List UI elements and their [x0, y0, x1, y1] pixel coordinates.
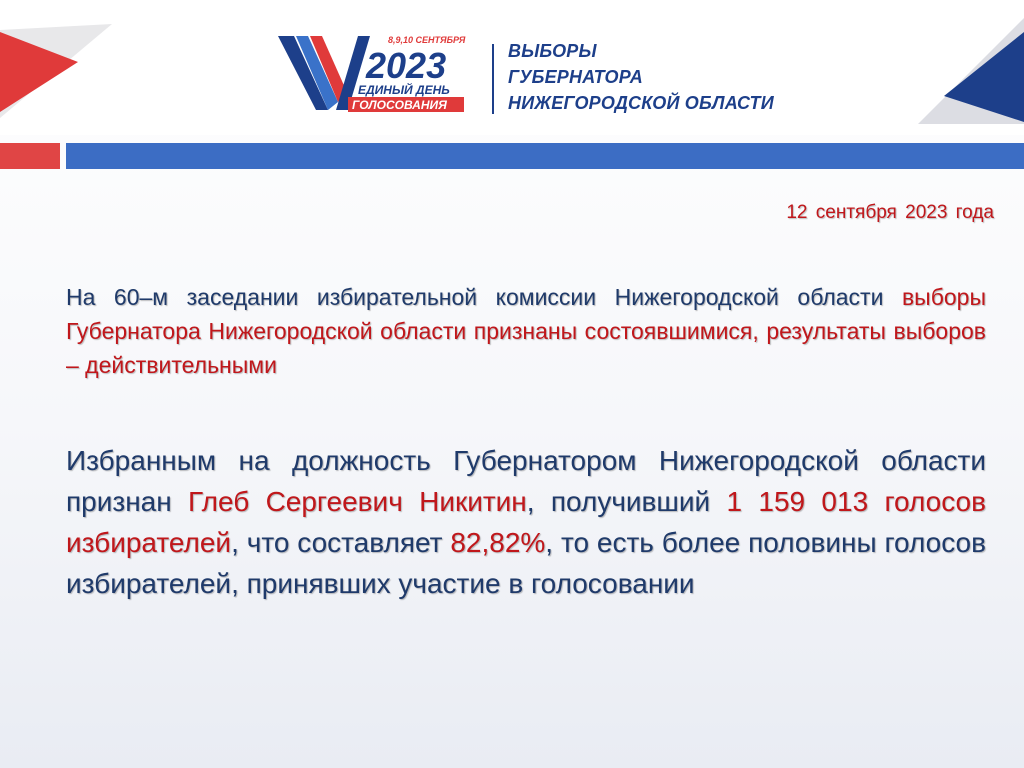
paragraph1-highlight: выборы Губернатора Нижегородской области признаны состоявшимися, результаты выборов – действительными: [66, 284, 986, 378]
election-title-line-3: НИЖЕГОРОДСКОЙ ОБЛАСТИ: [508, 93, 774, 113]
paragraph2-part4: , то есть более половины голосов избирателей, принявших участие в голосовании: [66, 527, 986, 599]
logo-divider: [492, 44, 494, 114]
document-date: 12 сентября 2023 года: [786, 202, 994, 223]
logo-line2-text: ГОЛОСОВАНИЯ: [352, 98, 447, 112]
commission-decision-paragraph: [66, 280, 986, 382]
governor-result-paragraph: [66, 440, 986, 604]
paragraph2-part1: Избранным на должность Губернатором Нижегородской области признан: [66, 445, 986, 517]
paragraph2-part3: , что составляет: [231, 527, 451, 558]
blue-corner-triangle: [894, 0, 1024, 130]
logo-dates-text: 8,9,10 СЕНТЯБРЯ: [388, 35, 466, 45]
election-day-logo: [278, 30, 488, 118]
elected-governor-name: Глеб Сергеевич Никитин: [188, 486, 527, 517]
header-red-bar: [0, 143, 60, 169]
logo-year-text: 2023: [366, 45, 447, 86]
election-title-line-1: ВЫБОРЫ: [508, 41, 597, 61]
header: [0, 0, 1024, 135]
paragraph1-intro: На 60–м заседании избирательной комиссии Нижегородской области: [66, 284, 902, 310]
header-blue-bar: [66, 143, 1024, 169]
votes-count: 1 159 013 голосов избирателей: [66, 486, 986, 558]
red-corner-triangle: [0, 0, 140, 130]
election-title-line-2: ГУБЕРНАТОРА: [508, 67, 644, 87]
paragraph2-part2: , получивший: [526, 486, 727, 517]
election-title: [508, 38, 808, 116]
votes-percent: 82,82%: [450, 527, 546, 558]
logo-line1-text: ЕДИНЫЙ ДЕНЬ: [358, 83, 450, 97]
